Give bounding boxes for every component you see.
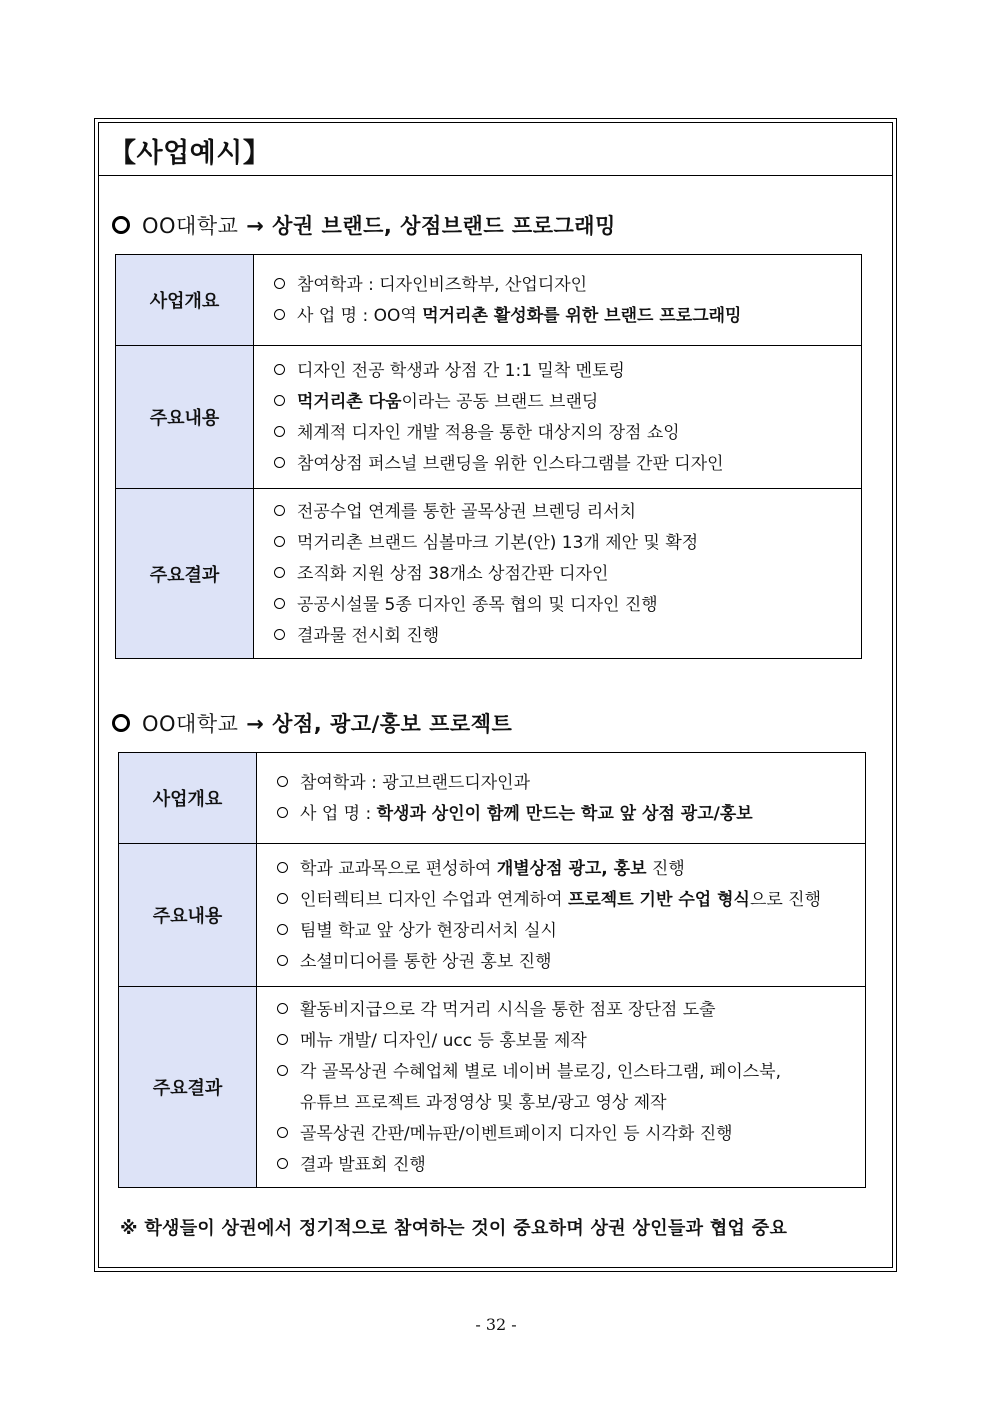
bullet-icon [274,536,285,547]
overview-content [254,255,862,346]
bullet-icon [274,426,285,437]
list-item: 활동비지급으로 각 먹거리 시식을 통한 점포 장단점 도출 [277,995,865,1026]
list-item: 전공수업 연계를 통한 골목상권 브렌딩 리서치 [274,497,861,528]
results-list [254,489,862,659]
list-item: 골목상권 간판/메뉴판/이벤트페이지 디자인 등 시각화 진행 [277,1119,865,1150]
bullet-icon [277,1127,288,1138]
page-number: - 32 - [475,1315,517,1334]
list-item: 각 골목상권 수혜업체 별로 네이버 블로깅, 인스타그램, 페이스북, [277,1057,865,1088]
bullet-icon [277,955,288,966]
bullet-icon [277,862,288,873]
list-item: 참여학과 : 디자인비즈학부, 산업디자인 [274,270,861,301]
content-list [257,844,866,987]
box-title-bar [99,123,892,176]
list-item: 사 업 명 : 학생과 상인이 함께 만드는 학교 앞 상점 광고/홍보 [277,799,865,830]
list-item: 소셜미디어를 통한 상권 홍보 진행 [277,947,865,978]
list-item: 사 업 명 : OO역 먹거리촌 활성화를 위한 브랜드 프로그래밍 [274,301,861,332]
university-name: OO대학교 [142,214,239,238]
list-item: 결과 발표회 진행 [277,1150,865,1181]
bullet-icon [274,278,285,289]
list-item: 참여학과 : 광고브랜드디자인과 [277,768,865,799]
list-item: 참여상점 퍼스널 브랜딩을 위한 인스타그램블 간판 디자인 [274,449,861,480]
circle-bullet-icon [112,714,130,732]
bullet-icon [277,924,288,935]
example-1-table [115,254,862,659]
project-title: 상점, 광고/홍보 프로젝트 [272,712,513,736]
overview-label: 사업개요 [119,753,257,844]
content-label: 주요내용 [119,844,257,987]
results-label: 주요결과 [119,987,257,1188]
bullet-icon [274,309,285,320]
note-text: ※ 학생들이 상권에서 정기적으로 참여하는 것이 중요하며 상권 상인들과 협업 중요 [120,1218,788,1239]
bullet-icon [274,395,285,406]
project-title: 상권 브랜드, 상점브랜드 프로그래밍 [272,214,616,238]
content-list [254,346,862,489]
arrow-icon: → [246,214,265,238]
bullet-icon [274,629,285,640]
bullet-icon [277,1158,288,1169]
content-label: 주요내용 [116,346,254,489]
list-item: 메뉴 개발/ 디자인/ ucc 등 홍보물 제작 [277,1026,865,1057]
list-item: 인터렉티브 디자인 수업과 연계하여 프로젝트 기반 수업 형식으로 진행 [277,885,865,916]
overview-label: 사업개요 [116,255,254,346]
bullet-icon [277,776,288,787]
bullet-icon [277,1034,288,1045]
list-item: 결과물 전시회 진행 [274,621,861,652]
list-item: 학과 교과목으로 편성하여 개별상점 광고, 홍보 진행 [277,854,865,885]
bullet-icon [277,1065,288,1076]
arrow-icon: → [246,712,265,736]
bullet-icon [277,1003,288,1014]
bullet-icon [274,567,285,578]
example-2-table [118,752,866,1188]
bullet-icon [274,598,285,609]
bullet-icon [274,505,285,516]
list-item: 조직화 지원 상점 38개소 상점간판 디자인 [274,559,861,590]
results-label: 주요결과 [116,489,254,659]
bullet-icon [274,457,285,468]
list-item: 팀별 학교 앞 상가 현장리서치 실시 [277,916,865,947]
list-item: 먹거리촌 다움이라는 공동 브랜드 브랜딩 [274,387,861,418]
example-2-heading [112,708,512,738]
bullet-icon [277,893,288,904]
box-title: 【사업예시】 [109,138,271,169]
overview-content [257,753,866,844]
university-name: OO대학교 [142,712,239,736]
list-item: 먹거리촌 브랜드 심볼마크 기본(안) 13개 제안 및 확정 [274,528,861,559]
bullet-icon [274,364,285,375]
list-item-continuation: 유튜브 프로젝트 과정영상 및 홍보/광고 영상 제작 [300,1093,667,1113]
circle-bullet-icon [112,216,130,234]
list-item: 체계적 디자인 개발 적용을 통한 대상지의 장점 쇼잉 [274,418,861,449]
list-item: 공공시설물 5종 디자인 종목 협의 및 디자인 진행 [274,590,861,621]
results-list [257,987,866,1188]
example-1-heading [112,210,616,240]
bullet-icon [277,807,288,818]
list-item: 디자인 전공 학생과 상점 간 1:1 밀착 멘토링 [274,356,861,387]
